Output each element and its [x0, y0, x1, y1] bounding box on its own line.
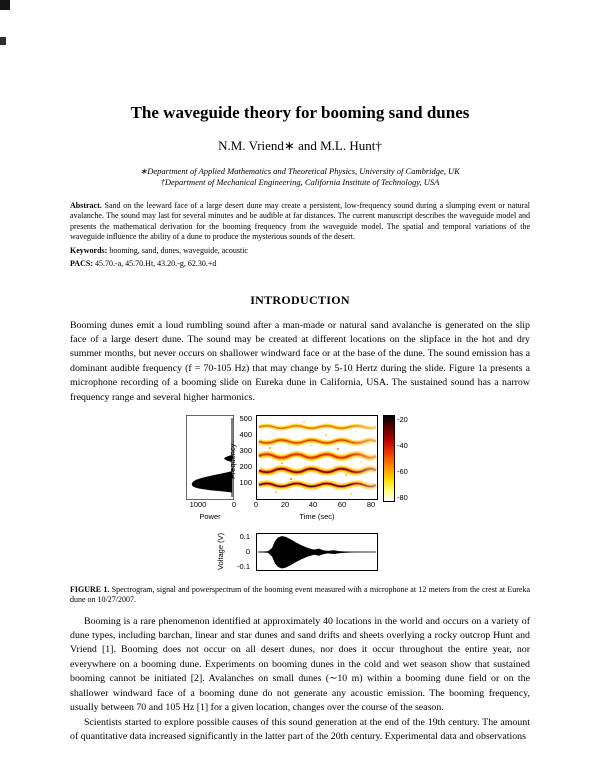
keywords-line	[70, 246, 530, 256]
freq-tick: 500	[239, 414, 252, 424]
paragraph-1: Booming dunes emit a loud rumbling sound after a man-made or natural sand avalanche is generated on the slip face of a large desert dune. The sound may be created at different locations on the slipface in the hot and dry summer months, but never occurs on shallower windward face or at the base of the dune. The sound emission has a dominant audible frequency (f = 70-105 Hz) that may change by 5-10 Hertz during the slide. Figure 1a presents a microphone recording of a booming slide on Eureka dune in California, USA. The sustained sound has a narrow frequency range and several higher harmonics.	[70, 319, 530, 403]
section-heading-introduction: INTRODUCTION	[250, 292, 350, 307]
power-spectrum-plot	[186, 415, 234, 500]
voltage-tick: -0.1	[237, 562, 250, 572]
figure-caption	[70, 585, 530, 606]
paragraph-2: Booming is a rare phenomenon identified at approximately 40 locations in the world and occurs on a variety of dune types, including barchan, linear and star dunes and sand drifts and sheets overlying a rocky outcrop Hunt and Vriend [1]. Booming does not occur on all desert dunes, nor does it occur throughout the entire year, nor everywhere on a booming dune. Experiments on booming dunes in the cold and wet season show that sustained booming cannot be initiated [2]. Avalanches on small dunes (∼10 m) within a booming dune field or on the shallower windward face of a booming dune do not generate any acoustic emission. The booming frequency, usually between 70 and 105 Hz [1] for a given location, changes over the course of the season.	[70, 615, 530, 714]
frequency-axis-label: Frequency	[228, 443, 237, 480]
time-tick: 0	[253, 500, 259, 510]
figure-caption-text: Spectrogram, signal and powerspectrum of the booming event measured with a microphone at 12 meters from the crest at Eureka dune on 10/27/2007.	[70, 585, 530, 605]
freq-tick: 200	[239, 462, 252, 472]
spectrogram-plot	[256, 415, 378, 500]
waveform-plot	[256, 533, 378, 571]
paragraph-3: Scientists started to explore possible causes of this sound generation at the end of the 19th century. The amount of quantitative data increased significantly in the latter part of the 20th century. Experimental data and observations	[70, 716, 530, 742]
freq-tick: 100	[239, 478, 252, 488]
pacs-line	[70, 259, 530, 269]
colorbar-tick: -40	[397, 441, 408, 451]
colorbar-tick: -80	[397, 493, 408, 503]
scan-edge-mark	[0, 37, 6, 45]
time-tick: 80	[366, 500, 376, 510]
pacs-label: PACS:	[70, 258, 93, 268]
figure-caption-label: FIGURE 1.	[70, 585, 110, 595]
abstract	[70, 201, 530, 243]
colorbar-tick: -60	[397, 467, 408, 477]
time-tick: 20	[280, 500, 290, 510]
keywords-label: Keywords:	[70, 245, 108, 255]
time-tick: 40	[308, 500, 318, 510]
voltage-axis-label: Voltage (V)	[216, 532, 225, 571]
affiliation-line-2: †Department of Mechanical Engineering, California Institute of Technology, USA	[160, 177, 440, 187]
power-axis-label: Power	[199, 512, 221, 522]
freq-tick: 300	[239, 446, 252, 456]
affiliations-block	[70, 166, 530, 188]
power-tick: 0	[231, 500, 237, 510]
affiliation-line-1: ∗Department of Applied Mathematics and Theoretical Physics, University of Cambridge, UK	[140, 166, 460, 176]
pacs-text: 45.70.-a, 45.70.Ht, 43.20.-g, 62.30.+d	[94, 258, 217, 268]
time-tick: 60	[337, 500, 347, 510]
power-tick: 1000	[189, 500, 207, 510]
colorbar	[383, 415, 395, 502]
voltage-tick: 0	[245, 547, 250, 557]
colorbar-tick: -20	[397, 415, 408, 425]
figure-1	[178, 413, 418, 573]
freq-tick: 400	[239, 430, 252, 440]
scan-corner-mark	[0, 0, 10, 10]
paper-title: The waveguide theory for booming sand dunes	[130, 103, 470, 122]
authors-line: N.M. Vriend∗ and M.L. Hunt†	[218, 138, 382, 153]
abstract-text: Sand on the leeward face of a large desert dune may create a persistent, low-frequency sound during a slumping event or natural avalanche. The sound may last for several minutes and be audible at far distances. The current manuscript describes the waveguide model and presents the mathematical derivation for the booming frequency from the waveguide model. The spatial and temporal variations of the waveguide influence the ability of a dune to produce the mysterious sounds of the desert.	[70, 201, 531, 242]
abstract-label: Abstract.	[70, 201, 102, 210]
keywords-text: booming, sand, dunes, waveguide, acoustic	[109, 245, 248, 255]
time-axis-label: Time (sec)	[299, 512, 335, 522]
voltage-tick: 0.1	[239, 532, 250, 542]
